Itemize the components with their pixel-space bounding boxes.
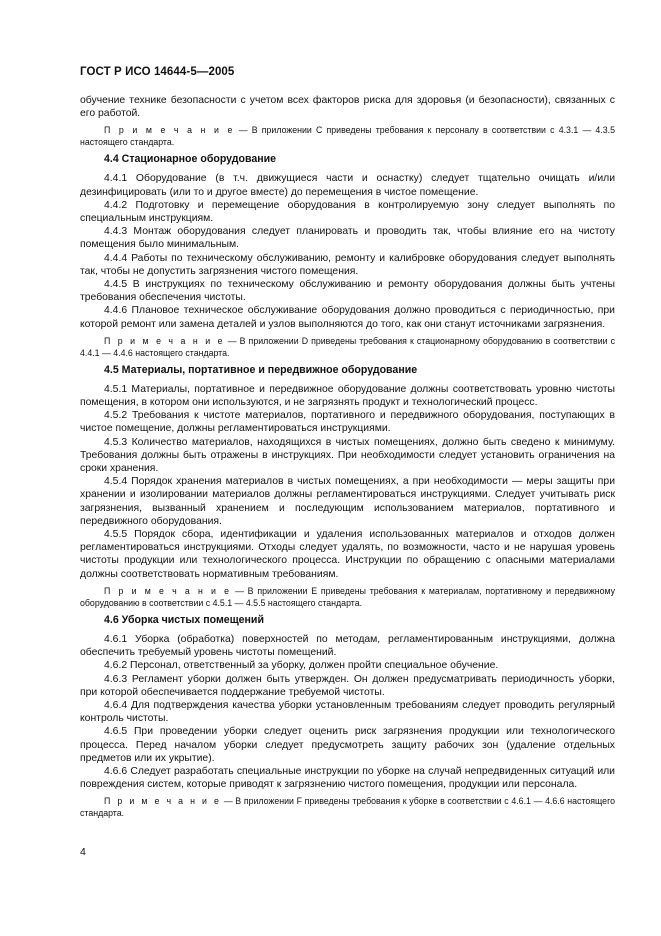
note-paragraph bbox=[80, 795, 615, 819]
note-label: П р и м е ч а н и е bbox=[104, 796, 222, 807]
body-paragraph: 4.6.1 Уборка (обработка) поверхностей по методам, регламентированным инструкциями, должна обеспечить требуемый уровень чистоты помещений. bbox=[80, 633, 615, 659]
body-paragraph: 4.6.5 При проведении уборки следует оценить риск загрязнения продукции или технологического процесса. Перед началом уборки следует предусмотреть защиту рабочих зон (удаление отдельных предметов или их укрытие). bbox=[80, 726, 615, 764]
note-text: — В приложении С приведены требования к персоналу в соответствии с 4.3.1 — 4.3.5 настоящего стандарта. bbox=[80, 125, 615, 148]
note-label: П р и м е ч а н и е bbox=[104, 585, 232, 596]
body-paragraph: 4.6.6 Следует разработать специальные инструкции по уборке на случай непредвиденных ситуаций или повреждения систем, которые приводят к загрязнению чистого помещения, продукции или персонала. bbox=[80, 765, 615, 791]
body-paragraph: 4.6.3 Регламент уборки должен быть утвержден. Он должен предусматривать периодичность уборки, при которой обеспечивается поддержание требуемой чистоты. bbox=[80, 673, 615, 698]
document-body bbox=[80, 94, 615, 824]
section-heading: 4.5 Материалы, портативное и передвижное оборудование bbox=[104, 363, 418, 376]
note-text: — В приложении D приведены требования к стационарному оборудованию в соответствии с 4.4.1 — 4.4.6 настоящего стандарта. bbox=[80, 335, 615, 358]
body-paragraph: 4.4.5 В инструкциях по техническому обслуживанию и ремонту оборудования должны быть учтены требования обеспечения чистоты. bbox=[80, 279, 615, 304]
note-text: — В приложении Е приведены требования к материалам, портативному и передвижному оборудованию в соответствии с 4.5.1 — 4.5.5 настоящего стандарта. bbox=[80, 585, 616, 608]
document-header: ГОСТ Р ИСО 14644-5—2005 bbox=[80, 66, 235, 78]
body-paragraph: обучение технике безопасности с учетом всех факторов риска для здоровья (и безопасности), связанных с его работой. bbox=[80, 95, 615, 120]
body-paragraph: 4.4.3 Монтаж оборудования следует планировать и проводить так, чтобы влияние его на чистоту помещения было минимальным. bbox=[80, 226, 615, 251]
body-paragraph: 4.5.3 Количество материалов, находящихся в чистых помещениях, должно быть сведено к минимуму. Требования должны быть отражены в инструкциях. При необходимости следует установить ограничения на сроки хранения. bbox=[80, 436, 615, 475]
section-heading: 4.4 Стационарное оборудование bbox=[104, 153, 277, 166]
note-label: П р и м е ч а н и е bbox=[104, 125, 235, 136]
body-paragraph: 4.4.4 Работы по техническому обслуживанию, ремонту и калибровке оборудования следует выполнять так, чтобы не допустить загрязнения чистого помещения. bbox=[80, 252, 615, 277]
body-paragraph: 4.4.1 Оборудование (в т.ч. движущиеся части и оснастку) следует тщательно очищать и/или дезинфицировать (или то и другое вместе) до перемещения в чистое помещение. bbox=[80, 173, 615, 198]
note-text: — В приложении F приведены требования к уборке в соответствии с 4.6.1 — 4.6.6 настоящего стандарта. bbox=[80, 796, 615, 819]
body-paragraph: 4.5.1 Материалы, портативное и передвижное оборудование должны соответствовать уровню чистоты помещения, в котором они используются, и не загрязнять продукт и технологический процесс. bbox=[80, 383, 615, 409]
body-paragraph: 4.6.4 Для подтверждения качества уборки установленным требованиям следует проводить регулярный контроль чистоты. bbox=[80, 699, 615, 725]
body-paragraph: 4.5.2 Требования к чистоте материалов, портативного и передвижного оборудования, поступающих в чистое помещение, должны регламентироваться инструкциями. bbox=[80, 410, 615, 435]
body-paragraph: 4.5.4 Порядок хранения материалов в чистых помещениях, а при необходимости — меры защиты при хранении и изолировании материалов должны регламентироваться инструкциями. Следует учитывать риск загрязнения, вызванный хранением и последующим использованием материалов, портативного и передвижного оборудования. bbox=[80, 476, 615, 527]
note-paragraph bbox=[80, 585, 615, 609]
note-paragraph bbox=[80, 335, 615, 359]
body-paragraph: 4.6.2 Персонал, ответственный за уборку, должен пройти специальное обучение. bbox=[104, 660, 499, 672]
body-paragraph: 4.4.6 Плановое техническое обслуживание оборудования должно проводиться с периодичностью, при которой ремонт или замена деталей и узлов выполняются до того, как они станут источниками загрязнения. bbox=[80, 305, 615, 330]
body-paragraph: 4.5.5 Порядок сбора, идентификации и удаления использованных материалов и отходов должен регламентироваться инструкциями. Отходы следует удалять, по возможности, часто и не нарушая уровень чистоты продукции или технологического процесса. Инструкции по обращению с опасными материалами должны соответствовать нормативным требованиям. bbox=[80, 529, 615, 580]
note-paragraph bbox=[80, 124, 615, 148]
body-paragraph: 4.4.2 Подготовку и перемещение оборудования в контролируемую зону следует выполнять по специальным инструкциям. bbox=[80, 199, 615, 225]
page-number: 4 bbox=[80, 846, 86, 858]
note-label: П р и м е ч а н и е bbox=[104, 335, 225, 346]
section-heading: 4.6 Уборка чистых помещений bbox=[104, 613, 264, 626]
